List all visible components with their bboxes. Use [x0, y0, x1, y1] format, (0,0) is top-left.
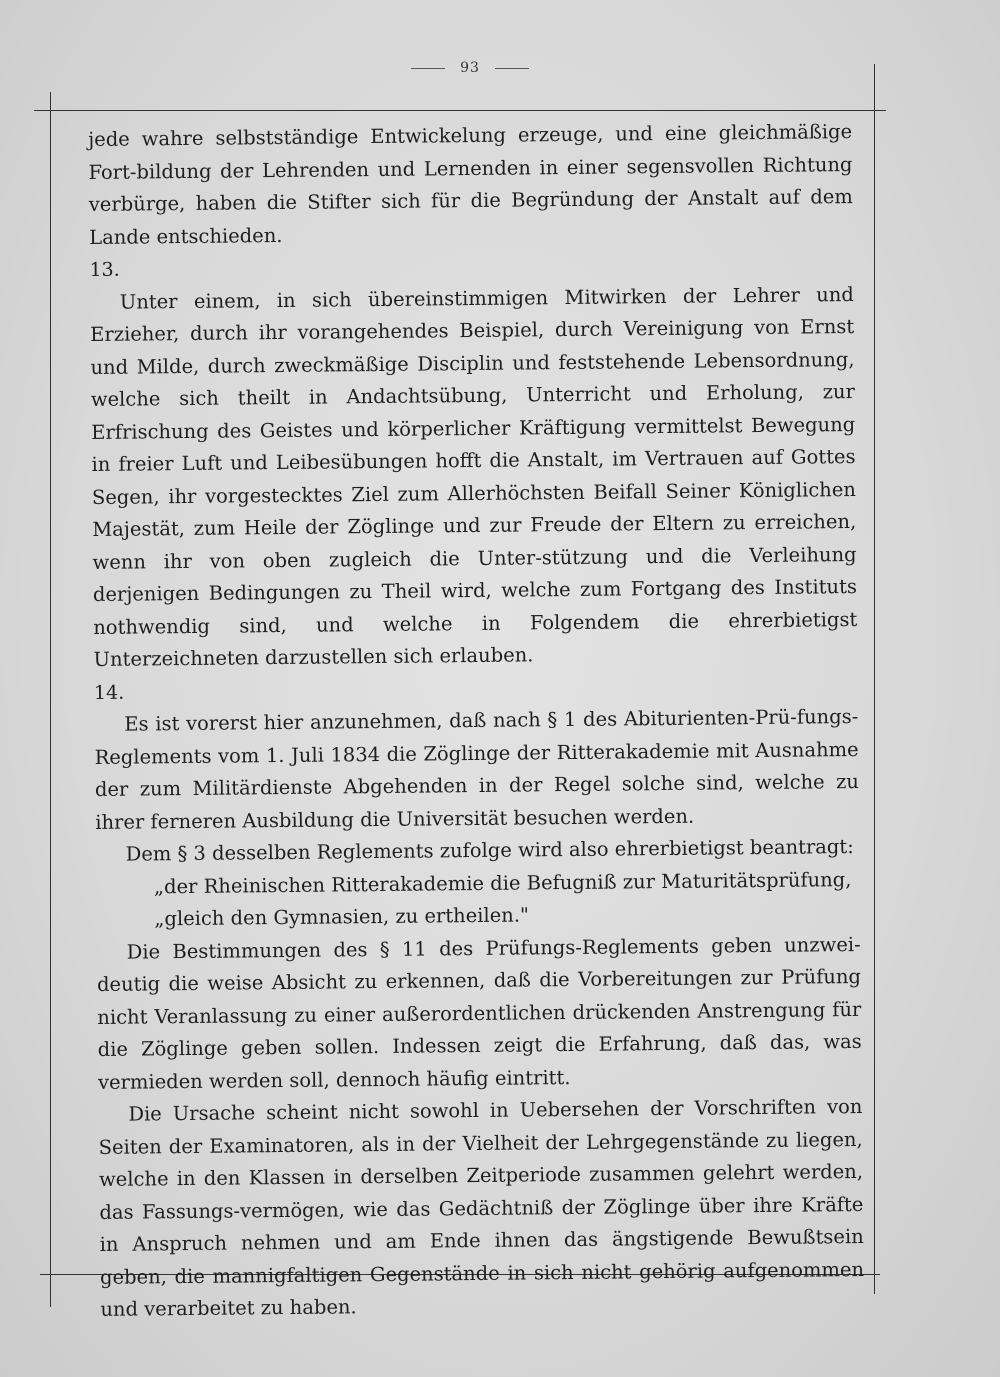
frame-rule-top: [34, 110, 886, 111]
section-number-14: 14.: [93, 681, 125, 704]
frame-rule-left: [50, 92, 51, 1307]
paragraph-section-14-4: Die Ursache scheint nicht sowohl in Uebersehen der Vorschriften von Seiten der Examinatoren, als in der Vielheit der Lehrgegenstände zu liegen, welche in den Klassen in derselben Zeitperiode zusammen gelehrt werden, das Fassungs-vermögen, wie das Gedächtniß der Zöglinge über ihre Kräfte in Anspruch nehmen und am Ende ihnen das ängstigende Bewußtsein geben, die mannigfaltigen Gegenstände in sich nicht gehörig aufgenommen und verarbeitet zu haben.: [98, 1094, 865, 1321]
quote-line-2: „gleich den Gymnasien, zu ertheilen.": [154, 903, 530, 931]
frame-rule-right: [874, 64, 875, 1294]
page-number-dash-right: [495, 68, 529, 69]
paragraph-section-13: Unter einem, in sich übereinstimmigen Mitwirken der Lehrer und Erzieher, durch ihr vorangehendes Beispiel, durch Vereinigung von Ernst und Milde, durch zweckmäßige Disciplin und feststehende Lebensordnung, welche sich theilt in Andachtsübung, Unterricht und Erholung, zur Erfrischung des Geistes und körperlicher Kräftigung vermittelst Bewegung in freier Luft und Leibesübungen hofft die Anstalt, im Vertrauen auf Gottes Segen, ihr vorgestecktes Ziel zum Allerhöchsten Beifall Seiner Königlichen Majestät, zum Heile der Zöglinge und zur Freude der Eltern zu erreichen, wenn ihr von oben zugleich die Unter-stützung und die Verleihung derjenigen Bedingungen zu Theil wird, welche zum Fortgang des Instituts nothwendig sind, und welche in Folgendem die ehrerbietigst Unterzeichneten darzustellen sich erlauben.: [90, 282, 858, 671]
paragraph-section-14-3: Die Bestimmungen des § 11 des Prüfungs-Reglements geben unzwei-deutig die weise Absicht zu erkennen, daß die Vorbereitungen zur Prüfung nicht Veranlassung zu einer außerordentlichen drückenden Anstrengung für die Zöglinge geben sollen. Indessen zeigt die Erfahrung, daß das, was vermieden werden soll, dennoch häufig eintritt.: [96, 932, 862, 1094]
page-number: [0, 60, 940, 76]
body-text: [88, 116, 865, 1326]
page-number-dash-left: [411, 68, 445, 69]
paragraph-section-14-2: Dem § 3 desselben Reglements zufolge wird also ehrerbietigst beantragt:: [125, 835, 854, 866]
page-number-value: 93: [460, 60, 480, 76]
quote-line-1: „der Rheinischen Ritterakademie die Befugniß zur Maturitätsprüfung,: [153, 867, 852, 898]
paragraph-section-14-1: Es ist vorerst hier anzunehmen, daß nach § 1 des Abiturienten-Prü-fungs-Reglements vom 1. Juli 1834 die Zöglinge der Ritterakademie mit Ausnahme der zum Militärdienste Abgehenden in der Regel solche sind, welche zu ihrer ferneren Ausbildung die Universität besuchen werden.: [94, 704, 860, 834]
paragraph-intro: jede wahre selbstständige Entwickelung erzeuge, und eine gleichmäßige Fort-bildung der Lehrenden und Lernenden in einer segensvollen Richtung verbürge, haben die Stifter sich für die Begründung der Anstalt auf dem Lande entschieden.: [88, 119, 853, 249]
section-number-13: 13.: [89, 258, 120, 281]
